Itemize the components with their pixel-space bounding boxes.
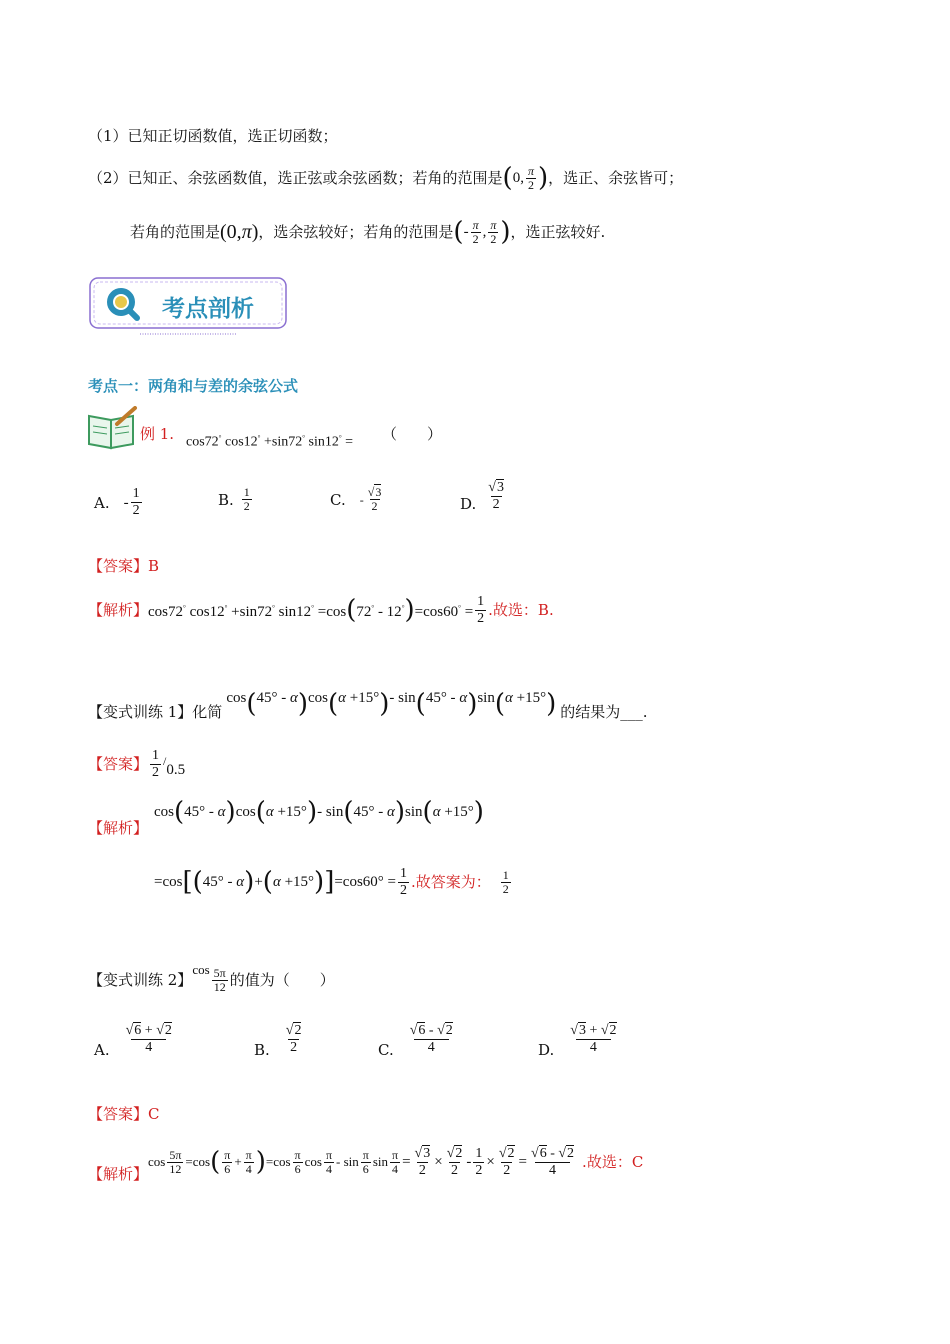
analysis-conclusion: .故选：B. [488,601,554,619]
variant-1-blank: ___. [620,703,648,721]
note-3-text-a: 若角的范围是 [130,223,221,241]
variant-2-suffix: 的值为（ ） [229,971,335,989]
variant-1-question: 【变式训练 1】化简 cos ( 45° - α ) cos ( α +15° ) - sin ( 45° - α ) sin ( α +15° ) 的结果为 ___. [88,689,648,721]
v2-option-a-label: A. [94,1041,110,1059]
note-3: 若角的范围是 (0,π) ，选余弦较好；若角的范围是 ( - $\frac{\pi}{2}$ , $\frac{\pi}{2}$ ) ，选正弦较好. [130,217,606,247]
v2-option-c-label: C. [378,1041,394,1059]
variant-2-question: 【变式训练 2】 cos $\frac{5\pi}{12}$ 的值为（ ） [88,962,335,994]
note-1: （1）已知正切函数值，选正切函数； [88,127,338,145]
example-1-expression: cos72° cos12° +sin72° sin12° = [186,434,354,450]
variant-2-label: 【变式训练 2】 [88,971,193,989]
variant-2-options [94,1018,714,1066]
section-title: 考点一：两角和与差的余弦公式 [88,377,299,395]
answer-value: B [148,557,160,575]
option-c-label: C. [330,490,346,509]
variant-2-analysis-label: 【解析】 [88,1165,149,1183]
example-1-answer [88,556,159,576]
variant-1-suffix: 的结果为 [560,703,621,721]
variant-2-answer-value: C [148,1105,160,1123]
variant-2-answer [88,1104,160,1124]
option-d[interactable]: D. $\frac{√3}{2}$ [460,479,504,513]
banner-title: 考点剖析 [162,296,254,322]
v2-option-a[interactable]: A. $\frac{√6 + √2}{4}$ [94,1022,172,1059]
v2-option-c[interactable]: C. $\frac{√6 - √2}{4}$ [378,1022,453,1059]
variant-2-answer-label: 【答案】 [88,1105,149,1123]
v2-option-b[interactable]: B. $\frac{√2}{2}$ [254,1022,302,1059]
option-c[interactable]: C. - $\frac{√3}{2}$ [330,485,382,513]
option-a-label: A. [94,493,110,512]
search-icon [104,286,144,322]
note-3-text-b: ，选余弦较好；若角的范围是 [258,223,454,241]
variant-1-analysis-line-1: cos ( 45° - α ) cos ( α +15° ) - sin ( 45° - α ) sin ( α +15° ) [154,797,484,827]
variant-1-answer-alt: 0.5 [166,762,186,778]
variant-1-analysis-line-2: =cos [ ( 45° - α ) + ( α +15° ) ] =cos60° = $\frac{1}{2}$ .故答案为： $\frac{1}{2}$ [154,865,509,898]
variant-1-answer: 【答案】 $\frac{1}{2}$ / 0.5 [88,747,186,780]
variant-1-answer-label: 【答案】 [88,755,149,773]
analysis-label: 【解析】 [88,601,149,619]
option-a[interactable]: A. - $\frac{1}{2}$ [94,486,140,518]
variant-1-analysis-label: 【解析】 [88,819,149,837]
variant-1-label: 【变式训练 1】化简 [88,703,223,721]
example-1-analysis: 【解析】 cos72° cos12° +sin72° sin12° =cos ( 72° - 12° ) =cos60° = $\frac{1}{2}$ .故选：B. [88,593,554,626]
note-3-text-c: ，选正弦较好. [510,223,606,241]
v2-option-d[interactable]: D. $\frac{√3 + √2}{4}$ [538,1022,617,1059]
note-2-text-b: ，选正、余弦皆可； [548,169,684,187]
variant-2-analysis: 【解析】 cos $\frac{5\pi}{12}$ =cos ( $\frac{\pi}{6}$ + $\frac{\pi}{4}$ ) =cos $\frac{\pi}{6}$ cos $\frac{\pi}{4}$ - sin $\frac{\pi}{6}$ sin $\frac{\pi}{4}$ = $\frac{√3}{2}$ × $\frac{√2}{2}$ - $\frac{1}{2}$ × $\frac{√2}{2}$ = $\frac{√6 - √2}{4}$ .故选：C [88,1145,644,1183]
book-icon [87,406,141,450]
example-1-paren: （ ） [382,425,443,443]
example-1-options [94,478,654,518]
note-2: （2）已知正、余弦函数值，选正弦或余弦函数；若角的范围是 ( 0, $\frac{\pi}{2}$ ) ，选正、余弦皆可； [88,163,684,193]
v2-option-b-label: B. [254,1041,270,1059]
option-b-label: B. [218,490,234,509]
note-2-text-a: （2）已知正、余弦函数值，选正弦或余弦函数；若角的范围是 [88,169,503,187]
answer-label: 【答案】 [88,557,149,575]
option-d-label: D. [460,495,477,513]
option-b[interactable]: B. $\frac{1}{2}$ [218,485,250,513]
section-banner [88,276,288,334]
example-1-label: 例 1. [140,425,175,443]
v2-option-d-label: D. [538,1041,555,1059]
variant-2-conclusion: .故选：C [582,1153,644,1171]
variant-1-conclusion: .故答案为： [411,873,491,891]
